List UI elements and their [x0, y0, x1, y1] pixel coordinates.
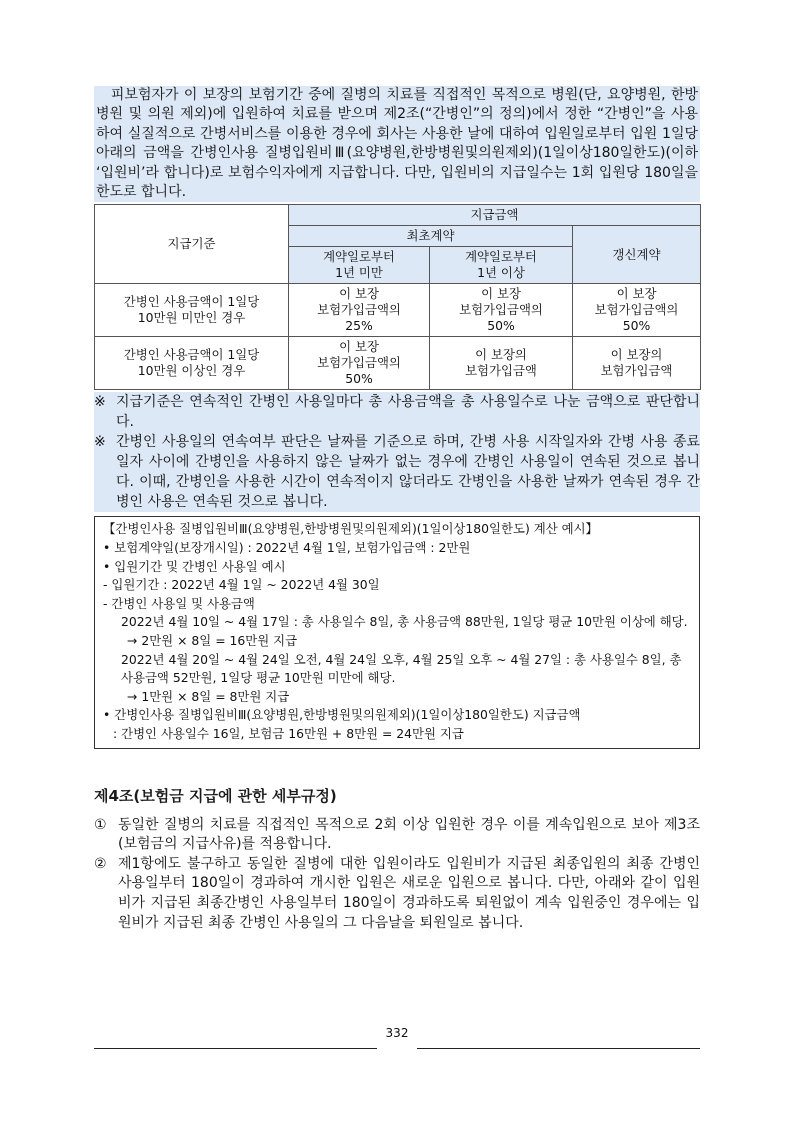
- renewal-contract-header: 갱신계약: [573, 226, 701, 284]
- footer-rule-right: [417, 1048, 700, 1049]
- section-item: [94, 855, 700, 933]
- row1-criteria: 간병인 사용금액이 1일당 10만원 미만인 경우: [95, 284, 289, 337]
- over-one-year-header: 계약일로부터 1년 이상: [430, 247, 573, 284]
- item-text: 제1항에도 불구하고 동일한 질병에 대한 입원이라도 입원비가 지급된 최종입원의 최종 간병인 사용일부터 180일이 경과하여 개시한 입원은 새로운 입원으로 봅니다. 다만, 아래와 같이 입원비가 지급된 최종간병인 사용일부터 180일이 경과하도록 퇴원없이 계속 입원중인 경우에는 입원비가 지급된 최종 간병인 사용일의 그 다음날을 퇴원일로 봅니다.: [118, 855, 700, 931]
- row2-over-one-year: 이 보장의 보험가입금액: [430, 337, 573, 390]
- note-text: 간병인 사용일의 연속여부 판단은 날짜를 기준으로 하며, 간병 사용 시작일자와 간병 사용 종료일자 사이에 간병인을 사용하지 않은 날짜가 없는 경우에 간병인 사용일이 연속된 것으로 봅니다. 이때, 간병인을 사용한 시간이 연속적이지 않더라도 간병인을 사용한 날짜가 연속된 경우 간병인 사용은 연속된 것으로 봅니다.: [116, 434, 700, 511]
- page-content: [94, 86, 700, 933]
- example-line: • 간병인사용 질병입원비Ⅲ(요양병원,한방병원및의원제외)(1일이상180일한도) 지급금액: [103, 707, 581, 723]
- item-number: ②: [94, 855, 107, 872]
- example-line: • 입원기간 및 간병인 사용일 예시: [103, 558, 286, 574]
- item-number: ①: [94, 816, 107, 833]
- initial-contract-header: 최초계약: [289, 226, 573, 247]
- section-title: 제4조(보험금 지급에 관한 세부규정): [94, 786, 337, 805]
- amount-header: 지급금액: [289, 205, 701, 226]
- example-line: → 1만원 × 8일 = 8만원 지급: [127, 688, 290, 704]
- note-text: 지급기준은 연속적인 간병인 사용일마다 총 사용금액을 총 사용일수로 나눈 금액으로 판단합니다.: [116, 394, 700, 431]
- row2-under-one-year: 이 보장 보험가입금액의 50%: [289, 337, 430, 390]
- item-text: 동일한 질병의 치료를 직접적인 목적으로 2회 이상 입원한 경우 이를 계속입원으로 보아 제3조(보험금의 지급사유)를 적용합니다.: [118, 816, 700, 853]
- note-mark: ※: [94, 434, 106, 451]
- notes-block: [94, 392, 700, 512]
- intro-text: 피보험자가 이 보장의 보험기간 중에 질병의 치료를 직접적인 목적으로 병원(단, 요양병원, 한방병원 및 의원 제외)에 입원하여 치료를 받으며 제2조(“간병인”의 정의)에서 정한 “간병인”을 사용하여 실질적으로 간병서비스를 이용한 경우에 회사는 사용한 날에 대하여 입원일로부터 입원 1일당 아래의 금액을 간병인사용 질병입원비Ⅲ(요양병원,한방병원및의원제외)(1일이상180일한도)(이하 ‘입원비’라 합니다)로 보험수익자에게 지급합니다. 다만, 입원비의 지급일수는 1회 입원당 180일을 한도로 합니다.: [96, 87, 698, 201]
- example-line: 2022년 4월 10일 ~ 4월 17일 : 총 사용일수 8일, 총 사용금액 88만원, 1일당 평균 10만원 이상에 해당.: [121, 614, 688, 630]
- row2-criteria: 간병인 사용금액이 1일당 10만원 이상인 경우: [95, 337, 289, 390]
- example-line: • 보험계약일(보장개시일) : 2022년 4월 1일, 보험가입금액 : 2만원: [103, 540, 471, 556]
- row1-under-one-year: 이 보장 보험가입금액의 25%: [289, 284, 430, 337]
- example-title: 【간병인사용 질병입원비Ⅲ(요양병원,한방병원및의원제외)(1일이상180일한도) 계산 예시】: [103, 521, 598, 537]
- note-item: [94, 392, 700, 432]
- row1-renewal: 이 보장 보험가입금액의 50%: [573, 284, 701, 337]
- page-number: 332: [385, 1026, 409, 1040]
- example-line: 2022년 4월 20일 ~ 4월 24일 오전, 4월 24일 오후, 4월 25일 오후 ~ 4월 27일 : 총 사용일수 8일, 총 사용금액 52만원, 1일당 평균 10만원 미만에 해당.: [121, 651, 682, 686]
- example-line: - 간병인 사용일 및 사용금액: [103, 595, 255, 611]
- footer-rule-left: [94, 1048, 377, 1049]
- under-one-year-header: 계약일로부터 1년 미만: [289, 247, 430, 284]
- row2-renewal: 이 보장의 보험가입금액: [573, 337, 701, 390]
- calculation-example-box: [94, 516, 700, 748]
- payment-table: [94, 204, 701, 390]
- example-line: : 간병인 사용일수 16일, 보험금 16만원 + 8만원 = 24만원 지급: [113, 725, 464, 741]
- section-items: [94, 816, 700, 934]
- page-footer: [94, 1026, 700, 1056]
- row1-over-one-year: 이 보장 보험가입금액의 50%: [430, 284, 573, 337]
- note-mark: ※: [94, 394, 106, 411]
- criteria-header: 지급기준: [95, 205, 289, 284]
- intro-paragraph: [94, 86, 700, 202]
- note-item: [94, 432, 700, 512]
- example-line: → 2만원 × 8일 = 16만원 지급: [127, 633, 298, 648]
- section-item: [94, 816, 700, 855]
- example-line: - 입원기간 : 2022년 4월 1일 ~ 2022년 4월 30일: [103, 577, 380, 593]
